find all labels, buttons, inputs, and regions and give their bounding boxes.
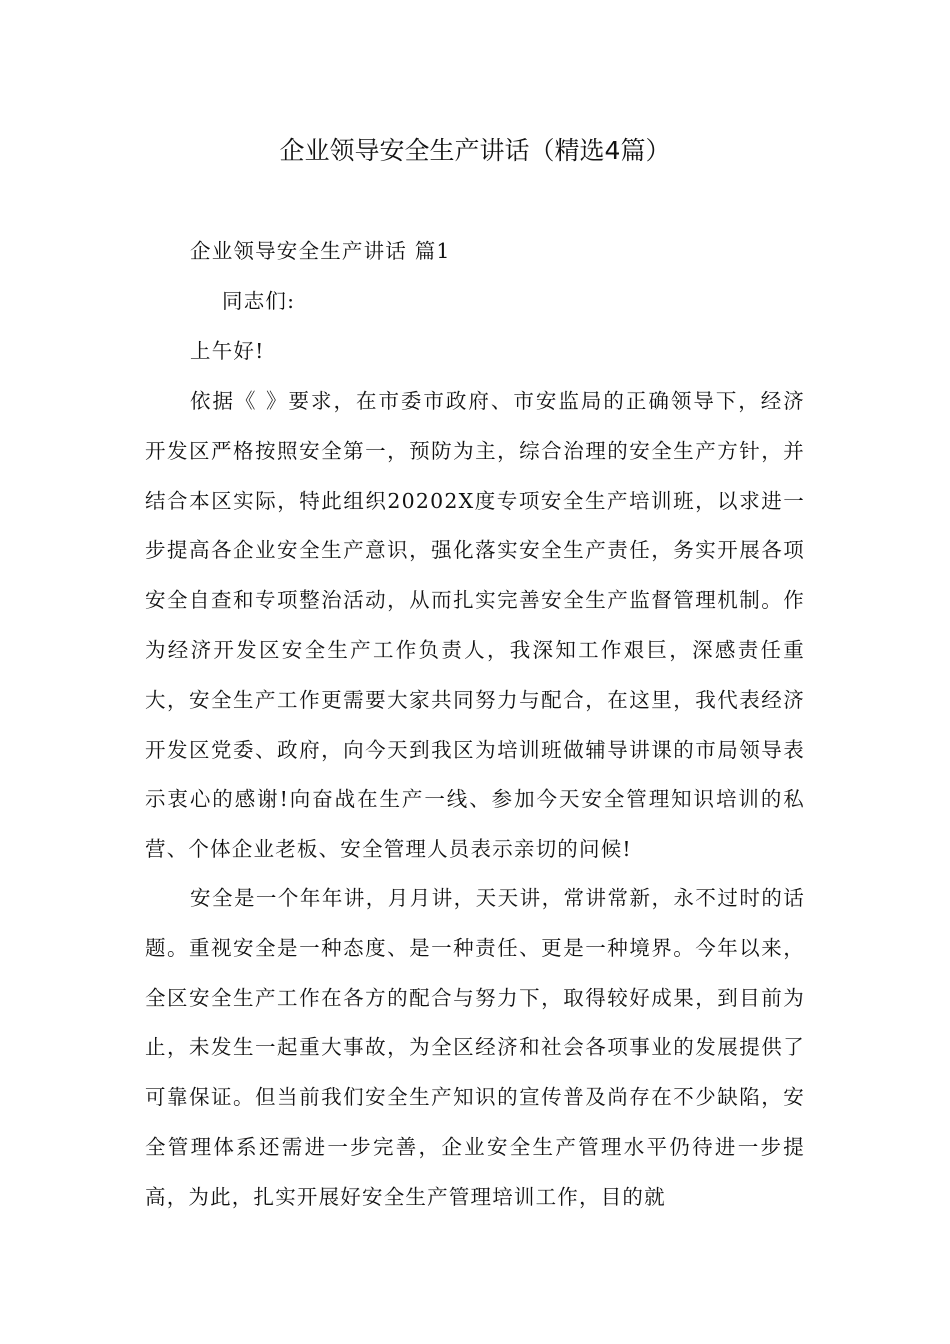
document-title: 企业领导安全生产讲话（精选4篇） <box>279 136 671 165</box>
greeting: 上午好! <box>190 339 265 363</box>
paragraph: 依据《 》要求，在市委市政府、市安监局的正确领导下，经济开发区严格按照安全第一，预防为主，综合治理的安全生产方针，并结合本区实际，特此组织20202X度专项安全生产培训班，以求进一步提高各企业安全生产意识，强化落实安全生产责任，务实开展各项安全自查和专项整治活动，从而扎实完善安全生产监督管理机制。作为经济开发区安全生产工作负责人，我深知工作艰巨，深感责任重大，安全生产工作更需要大家共同努力与配合，在这里，我代表经济开发区党委、政府，向今天到我区为培训班做辅导讲课的市局领导表示衷心的感谢!向奋战在生产一线、参加今天安全管理知识培训的私营、个体企业老板、安全管理人员表示亲切的问候! <box>145 389 805 862</box>
section-heading: 企业领导安全生产讲话 篇1 <box>190 239 451 263</box>
paragraph: 安全是一个年年讲，月月讲，天天讲，常讲常新，永不过时的话题。重视安全是一种态度、是一种责任、更是一种境界。今年以来，全区安全生产工作在各方的配合与努力下，取得较好成果，到目前为止，未发生一起重大事故，为全区经济和社会各项事业的发展提供了可靠保证。但当前我们安全生产知识的宣传普及尚存在不少缺陷，安全管理体系还需进一步完善，企业安全生产管理水平仍待进一步提高，为此，扎实开展好安全生产管理培训工作，目的就 <box>145 886 805 1209</box>
salutation: 同志们: <box>222 289 296 313</box>
